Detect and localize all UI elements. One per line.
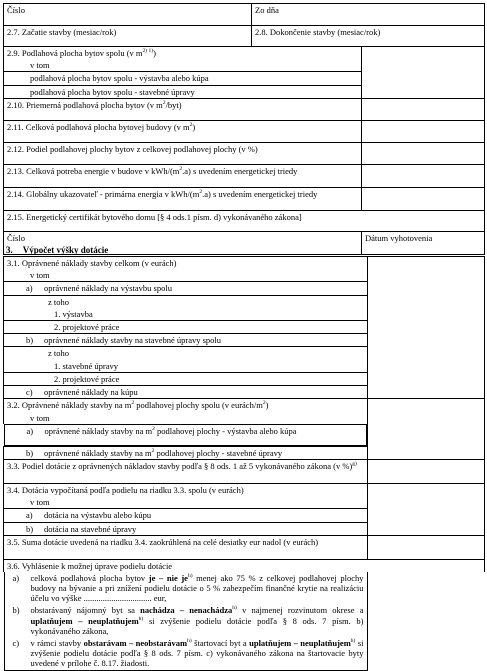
eligible-costs-values[interactable] <box>368 257 485 399</box>
declaration-b <box>4 604 368 637</box>
declaration-c-text <box>31 638 364 669</box>
costs-per-m2-close: ) <box>265 400 269 411</box>
declaration-c-choice2[interactable]: uplatňujem – neuplatňujem <box>249 638 351 648</box>
subsidy-calc-values[interactable] <box>368 483 485 535</box>
letter-c: c) <box>26 386 33 397</box>
declaration-a <box>4 572 368 605</box>
start-date-label: 2.7. Začatie stavby (mesiac/rok) <box>7 27 117 37</box>
declaration-cell <box>4 559 485 572</box>
floor-area-value[interactable] <box>362 47 485 99</box>
date-label: Zo dňa <box>255 5 279 15</box>
floor-area-construction-label: podlahová plocha bytov spolu - výstavba alebo kúpa <box>30 73 209 84</box>
end-date-cell[interactable] <box>252 26 485 47</box>
building-info-table <box>3 3 485 255</box>
section-number: 3. <box>6 245 13 255</box>
project-work-label: 2. projektové práce <box>54 321 120 332</box>
floor-share-value[interactable] <box>362 142 485 164</box>
eligible-modifications-2 <box>4 372 368 385</box>
letter-b: b) <box>12 605 20 616</box>
letter-b: b) <box>26 335 34 346</box>
declaration-b-footnote2: h) <box>138 615 144 622</box>
costs-per-m2-construction-rest: podlahovej plochy - výstavba alebo kúpa <box>154 425 297 436</box>
of-which-label: z toho <box>48 348 70 359</box>
in-that-label: v tom <box>30 497 50 508</box>
costs-per-m2-vtom <box>4 412 368 424</box>
floor-share-cell <box>4 142 362 164</box>
subsidy-share-label: 3.3. Podiel dotácie z oprávnených nákladov stavby podľa § 8 ods. 1 až 5 vykonávaného zákona (v %) <box>7 460 353 471</box>
costs-per-m2-unit: podlahovej plochy spolu (v eurách/m <box>134 400 263 411</box>
rounded-subsidy-value[interactable] <box>368 535 485 559</box>
declaration-a-text <box>31 573 364 604</box>
declaration-b-part1: obstarávaný nájomný byt sa <box>30 605 141 616</box>
primary-energy-cell <box>4 187 362 210</box>
costs-per-m2-construction-label: oprávnené náklady stavby na m <box>44 425 153 436</box>
number-cell[interactable] <box>4 4 252 26</box>
project-work-label: 2. projektové práce <box>54 373 120 384</box>
energy-need-value[interactable] <box>362 164 485 187</box>
eligible-modifications <box>4 334 368 347</box>
letter-b: b) <box>26 523 34 534</box>
subsidy-calc-table <box>3 256 485 671</box>
eligible-modifications-ztoho <box>4 347 368 360</box>
declaration-c-choice[interactable]: obstarávam – neobstarávam <box>83 638 188 648</box>
declaration-a-footnote: h) <box>187 573 193 580</box>
costs-per-m2-construction: a) oprávnené náklady stavby na $m^2$ podlahovej plochy - výstavba alebo kúpa <box>4 424 368 446</box>
floor-area-modifications <box>4 85 362 98</box>
declaration-b-choice2[interactable]: uplatňujem – neuplatňujem <box>30 615 139 626</box>
eligible-vtom <box>4 269 368 282</box>
subsidy-construction <box>4 509 368 522</box>
floor-area-label: 2.9. Podlahová plocha bytov spolu (v m <box>7 48 143 58</box>
rounded-subsidy-label: 3.5. Suma dotácie uvedená na riadku 3.4. zaokrúhlená na celé desiatky eur nadol (v eurách) <box>7 536 319 547</box>
primary-energy-label: 2.14. Globálny ukazovateľ - primárna energia v kWh/(m <box>7 188 200 199</box>
subsidy-share-cell <box>4 459 368 483</box>
letter-a: a) <box>26 510 33 521</box>
rounded-subsidy-cell <box>4 535 368 559</box>
certificate-number-label: Číslo <box>7 232 25 243</box>
avg-floor-area-cell <box>4 98 362 120</box>
costs-per-m2-modifications-label: oprávnené náklady stavby na m <box>44 447 152 458</box>
eligible-construction-1 <box>4 308 368 321</box>
floor-area-construction <box>4 72 362 85</box>
energy-certificate-label: 2.15. Energetický certifikát bytového domu [§ 4 ods.1 písm. d) vykonávaného zákona] <box>7 211 302 222</box>
letter-c: c) <box>12 638 20 648</box>
sup-2: 2 <box>199 188 203 195</box>
letter-a: a) <box>12 572 20 583</box>
eligible-construction <box>4 282 368 295</box>
subsidy-construction-label: dotácia na výstavbu alebo kúpu <box>44 510 152 521</box>
declaration-c <box>4 637 368 671</box>
eligible-construction-label: oprávnené náklady na výstavbu spolu <box>44 283 172 294</box>
letter-b: b) <box>26 447 34 458</box>
floor-area-vtom <box>4 59 362 72</box>
avg-floor-area-unit: /byt) <box>165 99 182 110</box>
avg-floor-area-value[interactable] <box>362 98 485 120</box>
in-that-label: v tom <box>30 270 50 281</box>
of-which-label: z toho <box>48 296 70 307</box>
total-floor-area-unit: ) <box>192 121 196 132</box>
eligible-construction-2 <box>4 320 368 333</box>
letter-a: a) <box>26 283 33 294</box>
declaration-b-footnote: h) <box>232 605 237 612</box>
certificate-date-label: Dátum vyhotovenia <box>365 232 433 243</box>
energy-need-cell <box>4 164 362 187</box>
letter-a: a) <box>26 425 34 436</box>
costs-per-m2-modifications-rest: podlahovej plochy - stavebné úpravy <box>154 447 283 458</box>
floor-area-footnote: 2) 1) <box>142 48 154 55</box>
certificate-date-cell[interactable] <box>362 231 485 254</box>
date-cell[interactable] <box>252 4 485 26</box>
declaration-a-part1: celková podlahová plocha bytov <box>30 572 149 583</box>
costs-per-m2-modifications: b) oprávnené náklady stavby na $m^2$ podlahovej plochy - stavebné úpravy <box>4 446 368 459</box>
declaration-c-part3: si zvýšenie podielu dotácie podľa § 8 ods. 7 písm. c) vykonávaného zákona na štartovacie byty uvedené v prílohe č. 8.17. žiadosti. <box>30 638 364 669</box>
primary-energy-value[interactable] <box>362 187 485 210</box>
primary-energy-unit: .a) s uvedením energetickej triedy <box>202 188 318 199</box>
declaration-label: 3.6. Vyhlásenie k možnej úprave podielu dotácie <box>7 560 173 571</box>
avg-floor-area-label: 2.10. Priemerná podlahová plocha bytov (v m <box>7 99 163 110</box>
in-that-label: v tom <box>30 412 50 423</box>
floor-share-label: 2.12. Podiel podlahovej plochy bytov z celkovej podlahovej plochy (v %) <box>7 143 258 154</box>
floor-area-label-cell: 2.9. Podlahová plocha bytov spolu (v $m^{2) 1)}$) <box>4 47 362 60</box>
total-floor-area-value[interactable] <box>362 120 485 142</box>
eligible-costs-label: 3.1. Oprávnené náklady stavby celkom (v eurách) <box>7 258 177 268</box>
subsidy-share-footnote: g) <box>352 461 357 468</box>
subsidy-calc-label: 3.4. Dotácia vypočítaná podľa podielu na riadku 3.3. spolu (v eurách) <box>7 484 244 495</box>
declaration-b-part2: v najmenej rozvinutom okrese a <box>236 605 364 616</box>
section-heading <box>6 245 108 256</box>
declaration-b-text <box>31 605 364 636</box>
subsidy-calc-vtom <box>4 496 368 509</box>
sup-2: 2 <box>189 121 193 128</box>
declaration-b-part3: si zvýšenie podielu dotácie podľa § 8 ods. 7 písm. b) vykonávaného zákona, <box>30 615 364 636</box>
costs-per-m2-values[interactable] <box>368 399 485 460</box>
costs-per-m2-cell: 3.2. Oprávnené náklady stavby na $m^2$ podlahovej plochy spolu (v eurách/$m^2$) <box>4 399 368 412</box>
declaration-b-choice[interactable]: nachádza – nenachádza <box>140 605 233 616</box>
subsidy-calc-cell <box>4 483 368 496</box>
eligible-construction-ztoho <box>4 295 368 308</box>
sup-2: 2 <box>162 99 166 106</box>
declaration-a-choice[interactable]: je – nie je <box>148 572 188 583</box>
subsidy-modifications <box>4 522 368 535</box>
in-that-label: v tom <box>30 60 50 71</box>
eligible-costs-cell <box>4 257 368 270</box>
eligible-modifications-label: oprávnené náklady stavby na stavebné úpravy spolu <box>44 335 222 346</box>
subsidy-modifications-label: dotácia na stavebné úpravy <box>44 523 137 534</box>
total-floor-area-cell <box>4 120 362 142</box>
energy-need-unit: .a) s uvedením energetickej triedy <box>182 165 298 176</box>
modifications-item-label: 1. stavebné úpravy <box>54 360 118 371</box>
declaration-c-footnote: h) <box>187 638 192 645</box>
declaration-a-part2: menej ako 75 % z celkovej podlahovej plochy budovy na bývanie a pri znížení podielu dotácie o 5 % zabezpečím finančné krytie na realizáciu účelu vo výške ................................ eur, <box>30 572 364 604</box>
energy-certificate-cell <box>4 210 485 231</box>
total-floor-area-label: 2.11. Celková podlahová plocha bytovej budovy (v m <box>7 121 190 132</box>
floor-area-modifications-label: podlahová plocha bytov spolu - stavebné úpravy <box>30 86 195 97</box>
costs-per-m2-label: 3.2. Oprávnené náklady stavby na m <box>7 400 132 411</box>
start-date-cell[interactable] <box>4 26 252 47</box>
eligible-modifications-1 <box>4 360 368 373</box>
declaration-c-footnote2: h) <box>350 638 356 645</box>
construction-item-label: 1. výstavba <box>54 308 93 319</box>
eligible-purchase <box>4 385 368 398</box>
subsidy-share-value[interactable] <box>368 459 485 483</box>
end-date-label: 2.8. Dokončenie stavby (mesiac/rok) <box>255 27 381 37</box>
energy-need-label: 2.13. Celková potreba energie v budove v kWh/(m <box>7 165 180 176</box>
sup-2: 2 <box>179 165 183 172</box>
number-label: Číslo <box>7 5 25 15</box>
declaration-c-part2: štartovací byt a <box>191 638 250 648</box>
declaration-c-part1: v rámci stavby <box>30 638 84 648</box>
section-title: Výpočet výšky dotácie <box>22 245 109 255</box>
eligible-purchase-label: oprávnené náklady na kúpu <box>44 386 138 397</box>
